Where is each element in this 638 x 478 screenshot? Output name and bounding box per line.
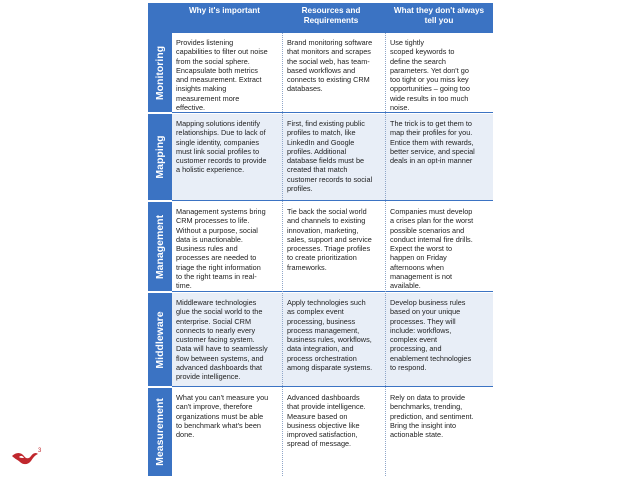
row-divider [172,200,493,201]
cell-management-notes: Companies must develop a crises plan for the worst possible scenarios and conduct internal fire drills. Expect the worst to happen on Friday afternoons when management is not available. [390,207,474,291]
table-header [148,3,493,33]
logo-superscript: 3 [38,448,42,454]
row-divider [172,386,493,387]
cell-management-resources: Tie back the social world and channels to existing innovation, marketing, sales, support and service processes. Triage profiles to create prioritization frameworks. [287,207,372,272]
cell-middleware-why: Middleware technologies glue the social world to the enterprise. Social CRM connects to nearly every customer facing system. Data will have to seamlessly flow between systems, and advanced dashboards that provide intelligence. [176,298,268,382]
cell-monitoring-why: Provides listening capabilities to filter out noise from the social sphere. Encapsulate both metrics and measurement. Extract insights making measurement more effective. [176,38,268,113]
row-label-measurement: Measurement [148,388,172,476]
header-what-they-dont-tell: What they don't always tell you [393,6,485,25]
cell-measurement-notes: Rely on data to provide benchmarks, trending, prediction, and sentiment. Bring the insight into actionable state. [390,393,474,440]
table-row-monitoring [148,33,493,112]
social-crm-table [148,3,493,476]
cell-measurement-why: What you can't measure you can't improve, therefore organizations must be able to benchmark what's been done. [176,393,269,440]
cell-mapping-resources: First, find existing public profiles to match, like LinkedIn and Google profiles. Additional database fields must be created that match customer records to social profiles. [287,119,373,194]
row-label-middleware: Middleware [148,293,172,386]
row-divider [172,291,493,292]
column-divider [385,33,386,476]
cell-mapping-notes: The trick is to get them to map their profiles for you. Entice them with rewards, better service, and special deals in an opt-in manner [390,119,475,166]
header-why-important: Why it's important [188,6,261,15]
column-divider [282,33,283,476]
row-label-mapping: Mapping [148,114,172,200]
cell-middleware-notes: Develop business rules based on your unique processes. They will include: workflows, complex event processing, and enablement technologies to respond. [390,298,472,373]
bird-logo-icon [10,446,44,470]
cell-management-why: Management systems bring CRM processes to life. Without a purpose, social data is unactionable. Business rules and processes are needed to triage the right information to the right teams in real- time. [176,207,266,291]
row-divider [172,112,493,113]
header-resources-requirements: Resources and Requirements [301,6,361,25]
cell-middleware-resources: Apply technologies such as complex event processing, business process management, business rules, workflows, data integration, and process orchestration among disparate systems. [287,298,373,373]
cell-monitoring-notes: Use tightly scoped keywords to define the search parameters. Yet don't go too tight or you miss key opportunities – going too wide results in too much noise. [390,38,470,113]
table-row-middleware [148,293,493,386]
cell-monitoring-resources: Brand monitoring software that monitors and scrapes the social web, has team- based workflows and connects to existing CRM databases. [287,38,373,94]
table-row-management [148,202,493,291]
cell-mapping-why: Mapping solutions identify relationships. Due to lack of single identity, companies must link social profiles to customer records to provide a holistic experience. [176,119,267,175]
table-row-mapping [148,114,493,200]
row-label-management: Management [148,202,172,291]
row-label-monitoring: Monitoring [148,33,172,112]
cell-measurement-resources: Advanced dashboards that provide intelligence. Measure based on business objective like improved satisfaction, spread of message. [287,393,366,449]
table-row-measurement [148,388,493,476]
